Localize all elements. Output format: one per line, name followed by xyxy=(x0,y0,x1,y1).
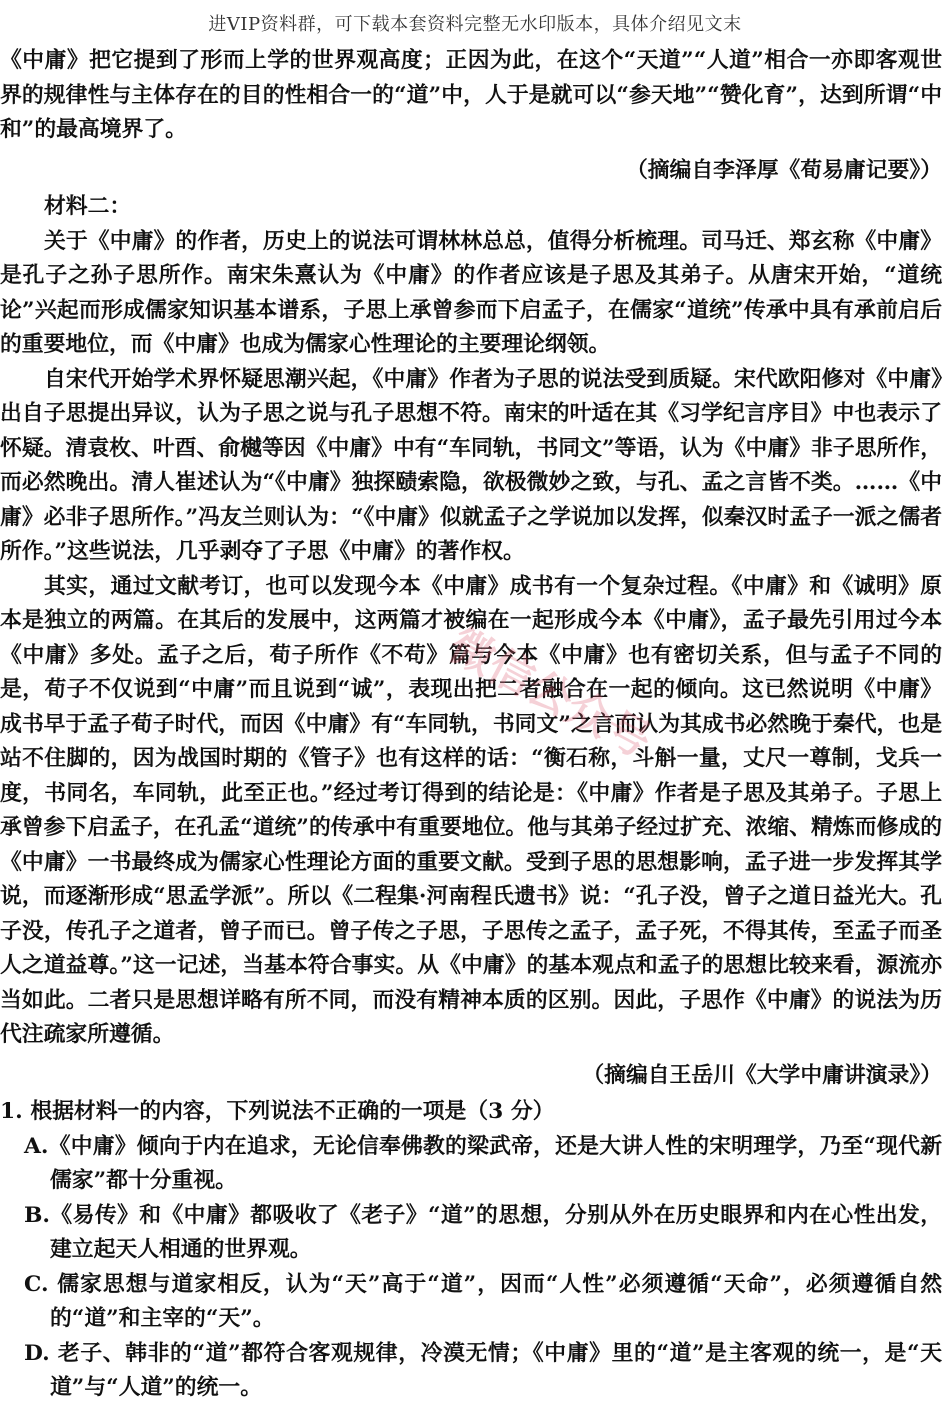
material2-paragraph-3: 其实，通过文献考订，也可以发现今本《中庸》成书有一个复杂过程。《中庸》和《诚明》原本是独立的两篇。在其后的发展中，这两篇才被编在一起形成今本《中庸》，孟子最先引用过今本《中庸》多处。孟子之后，荀子所作《不苟》篇与今本《中庸》也有密切关系，但与孟子不同的是，荀子不仅说到“中庸”而且说到“诚”，表现出把二者融合在一起的倾向。这已然说明《中庸》成书早于孟子荀子时代，而因《中庸》有“车同轨，书同文”之言而认为其成书必然晚于秦代，也是站不住脚的，因为战国时期的《管子》也有这样的话：“衡石称，斗斛一量，丈尺一尊制，戈兵一度，书同名，车同轨，此至正也。”经过考订得到的结论是：《中庸》作者是子思及其弟子。子思上承曾参下启孟子，在孔孟“道统”的传承中有重要地位。他与其弟子经过扩充、浓缩、精炼而修成的《中庸》一书最终成为儒家心性理论方面的重要文献。受到子思的思想影响，孟子进一步发挥其学说，而逐渐形成“思孟学派”。所以《二程集·河南程氏遗书》说：“孔子没，曾子之道日益光大。孔子没，传孔子之道者，曾子而已。曾子传之子思，子思传之孟子，孟子死，不得其传，至孟子而圣人之道益尊。”这一记述，当基本符合事实。从《中庸》的基本观点和孟子的思想比较来看，源流亦当如此。二者只是思想详略有所不同，而没有精神本质的区别。因此，子思作《中庸》的说法为历代注疏家所遵循。 xyxy=(0,573,942,1047)
watermark-stamp: 微信公众号 xyxy=(440,619,660,769)
material1-tail: 《中庸》把它提到了形而上学的世界观高度；正因为此，在这个“天道”“人道”相合一亦即客观世界的规律性与主体存在的目的性相合一的“道”中，人于是就可以“参天地”“赞化育”，达到所谓“中和”的最高境界了。 xyxy=(0,48,942,142)
material2-source: （摘编自王岳川《大学中庸讲演录》） xyxy=(582,1062,942,1088)
material2-paragraph-1: 关于《中庸》的作者，历史上的说法可谓林林总总，值得分析梳理。司马迁、郑玄称《中庸》是孔子之孙子思所作。南宋朱熹认为《中庸》的作者应该是子思及其弟子。从唐宋开始，“道统论”兴起而形成儒家知识基本谱系，子思上承曾参而下启孟子，在儒家“道统”传承中具有承前启后的重要地位，而《中庸》也成为儒家心性理论的主要理论纲领。 xyxy=(0,228,942,357)
document-body xyxy=(0,44,942,1406)
question-1-option-a: A.《中庸》倾向于内在追求，无论信奉佛教的梁武帝，还是大讲人性的宋明理学，乃至“现代新儒家”都十分重视。 xyxy=(24,1133,942,1193)
question-1-option-c: C. 儒家思想与道家相反，认为“天”高于“道”，因而“人性”必须遵循“天命”，必须遵循自然的“道”和主宰的“天”。 xyxy=(24,1271,942,1331)
vip-notice-header: 进VIP资料群，可下载本套资料完整无水印版本，具体介绍见文末 xyxy=(208,14,742,35)
material2-heading: 材料二： xyxy=(44,194,132,219)
material1-source: （摘编自李泽厚《荀易庸记要》） xyxy=(625,157,942,183)
question-1-option-b: B.《易传》和《中庸》都吸收了《老子》“道”的思想，分别从外在历史眼界和内在心性出发，建立起天人相通的世界观。 xyxy=(24,1202,942,1262)
question-1-option-d: D. 老子、韩非的“道”都符合客观规律，冷漠无情；《中庸》里的“道”是主客观的统一，是“天道”与“人道”的统一。 xyxy=(24,1340,942,1400)
material2-paragraph-2: 自宋代开始学术界怀疑思潮兴起，《中庸》作者为子思的说法受到质疑。宋代欧阳修对《中庸》出自子思提出异议，认为子思之说与孔子思想不符。南宋的叶适在其《习学纪言序目》中也表示了怀疑。清袁枚、叶酉、俞樾等因《中庸》中有“车同轨，书同文”等语，认为《中庸》非子思所作，而必然晚出。清人崔述认为“《中庸》独探赜索隐，欲极微妙之致，与孔、孟之言皆不类。……《中庸》必非子思所作。”冯友兰则认为：“《中庸》似就孟子之学说加以发挥，似秦汉时孟子一派之儒者所作。”这些说法，几乎剥夺了子思《中庸》的著作权。 xyxy=(0,366,942,564)
question-1-stem: 1. 根据材料一的内容，下列说法不正确的一项是（3 分） xyxy=(0,1099,555,1124)
